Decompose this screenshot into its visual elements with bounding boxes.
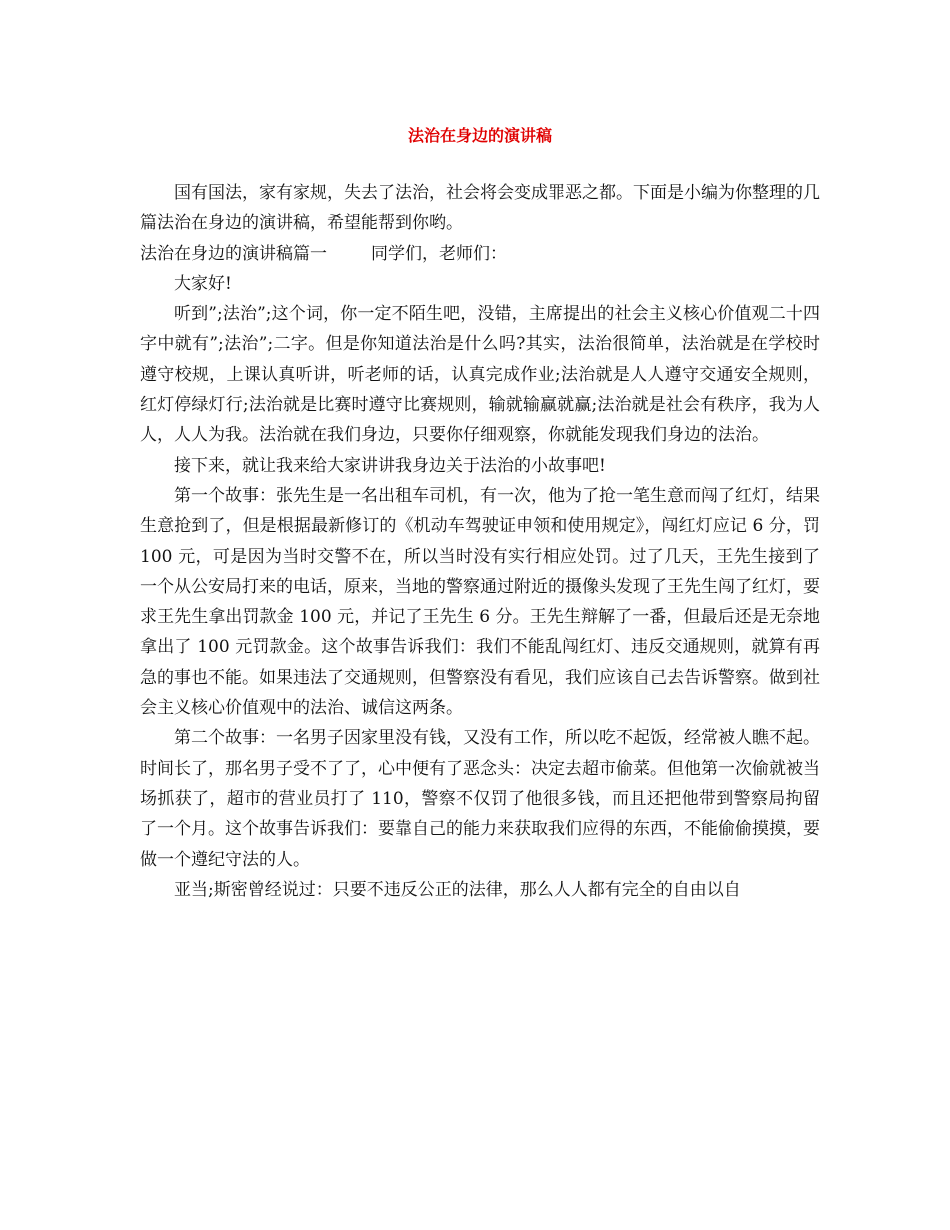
story-one-paragraph: 第一个故事：张先生是一名出租车司机，有一次，他为了抢一笔生意而闯了红灯，结果生意抢到了，但是根据最新修订的《机动车驾驶证申领和使用规定》，闯红灯应记 6 分，罚 100 元，可是因为当时交警不在，所以当时没有实行相应处罚。过了几天，王先生接到了一个从公安局打来的电话，原来，当地的警察通过附近的摄像头发现了王先生闯了红灯，要求王先生拿出罚款金 100 元，并记了王先生 6 分。王先生辩解了一番，但最后还是无奈地拿出了 100 元罚款金。这个故事告诉我们：我们不能乱闯红灯、违反交通规则，就算有再急的事也不能。如果违法了交通规则，但警察没有看见，我们应该自己去告诉警察。做到社会主义核心价值观中的法治、诚信这两条。 <box>140 485 820 719</box>
story-two-paragraph: 第二个故事：一名男子因家里没有钱，又没有工作，所以吃不起饭，经常被人瞧不起。时间长了，那名男子受不了了，心中便有了恶念头：决定去超市偷菜。但他第一次偷就被当场抓获了，超市的营业员打了 110，警察不仅罚了他很多钱，而且还把他带到警察局拘留了一个月。这个故事告诉我们：要靠自己的能力来获取我们应得的东西，不能偷偷摸摸，要做一个遵纪守法的人。 <box>140 728 820 870</box>
body-paragraph: 听到”;法治”;这个词，你一定不陌生吧，没错，主席提出的社会主义核心价值观二十四字中就有”;法治”;二字。但是你知道法治是什么吗?其实，法治很简单，法治就是在学校时遵守校规，上课认真听讲，听老师的话，认真完成作业;法治就是人人遵守交通安全规则，红灯停绿灯行;法治就是比赛时遵守比赛规则，输就输赢就赢;法治就是社会有秩序，我为人人，人人为我。法治就在我们身边，只要你仔细观察，你就能发现我们身边的法治。 <box>140 304 820 446</box>
section-heading-line <box>140 239 820 269</box>
intro-paragraph: 国有国法，家有家规，失去了法治，社会将会变成罪恶之都。下面是小编为你整理的几篇法治在身边的演讲稿，希望能帮到你哟。 <box>140 183 820 234</box>
document-body <box>140 178 820 905</box>
quote-paragraph: 亚当;斯密曾经说过：只要不违反公正的法律，那么人人都有完全的自由以自 <box>174 879 741 900</box>
body-paragraph: 接下来，就让我来给大家讲讲我身边关于法治的小故事吧! <box>174 455 606 476</box>
greeting-paragraph: 大家好! <box>174 273 232 294</box>
document-title: 法治在身边的演讲稿 <box>407 126 552 145</box>
section-heading: 法治在身边的演讲稿篇一 <box>140 243 327 264</box>
salutation: 同学们，老师们： <box>371 243 507 264</box>
